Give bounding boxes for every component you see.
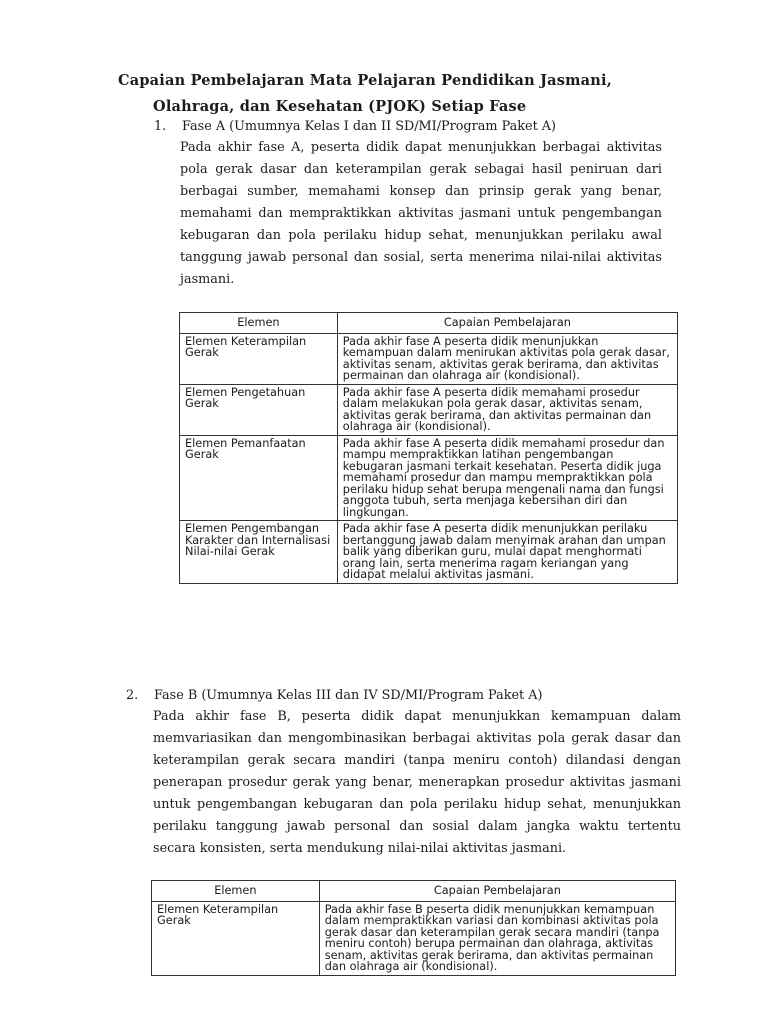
cell-capaian: Pada akhir fase A peserta didik memahami prosedur dan mampu mempraktikkan latihan pengembangan kebugaran jasmani terkait kesehatan. Peserta didik juga memahami prosedur dan mampu mempraktikkan pola perilaku hidup sehat berupa mengenali nama dan fungsi anggota tubuh, serta menjaga kebersihan diri dan lingkungan.	[337, 435, 677, 521]
phase-b-table	[151, 880, 676, 976]
phase-a-table	[179, 312, 678, 584]
phase-b-number: 2.	[126, 688, 139, 703]
title-line-2: Olahraga, dan Kesehatan (PJOK) Setiap Fase	[153, 98, 527, 115]
header-elemen: Elemen	[180, 313, 338, 334]
phase-b-heading	[126, 686, 694, 706]
phase-a-number: 1.	[154, 119, 167, 134]
cell-capaian: Pada akhir fase A peserta didik memahami prosedur dalam melakukan pola gerak dasar, aktivitas senam, aktivitas gerak berirama, dan aktivitas permainan dan olahraga air (kondisional).	[337, 384, 677, 435]
phase-b-paragraph: Pada akhir fase B, peserta didik dapat menunjukkan kemampuan dalam memvariasikan dan mengombinasikan berbagai aktivitas pola gerak dasar dan keterampilan gerak secara mandiri (tanpa meniru contoh) dilandasi dengan penerapan prosedur gerak yang benar, menerapkan prosedur aktivitas jasmani untuk pengembangan kebugaran dan pola perilaku hidup sehat, menunjukkan perilaku tanggung jawab personal dan sosial dalam jangka waktu tertentu secara konsisten, serta mendukung nilai-nilai aktivitas jasmani.	[153, 709, 681, 856]
table-row	[152, 901, 676, 975]
phase-a-heading-text: Fase A (Umumnya Kelas I dan II SD/MI/Program Paket A)	[182, 119, 557, 134]
phase-b-heading-text: Fase B (Umumnya Kelas III dan IV SD/MI/Program Paket A)	[154, 688, 543, 703]
phase-a-paragraph: Pada akhir fase A, peserta didik dapat menunjukkan berbagai aktivitas pola gerak dasar dan keterampilan gerak sebagai hasil peniruan dari berbagai sumber, memahami konsep dan prinsip gerak yang benar, memahami dan mempraktikkan aktivitas jasmani untuk pengembangan kebugaran dan pola perilaku hidup sehat, menunjukkan perilaku awal tanggung jawab personal dan sosial, serta menerima nilai-nilai aktivitas jasmani.	[180, 140, 662, 287]
header-capaian: Capaian Pembelajaran	[319, 881, 675, 902]
table-row	[180, 333, 678, 384]
cell-capaian: Pada akhir fase A peserta didik menunjukkan perilaku bertanggung jawab dalam menyimak arahan dan umpan balik yang diberikan guru, mulai dapat menghormati orang lain, serta menerima ragam keriangan yang didapat melalui aktivitas jasmani.	[337, 521, 677, 584]
cell-elemen: Elemen Pengembangan Karakter dan Internalisasi Nilai-nilai Gerak	[180, 521, 338, 584]
cell-elemen: Elemen Keterampilan Gerak	[152, 901, 320, 975]
table-header-row	[180, 313, 678, 334]
cell-elemen: Elemen Keterampilan Gerak	[180, 333, 338, 384]
table-row	[180, 384, 678, 435]
cell-capaian: Pada akhir fase B peserta didik menunjukkan kemampuan dalam mempraktikkan variasi dan kombinasi aktivitas pola gerak dasar dan keterampilan gerak secara mandiri (tanpa meniru contoh) berupa permainan dan olahraga, aktivitas senam, aktivitas gerak berirama, dan aktivitas permainan dan olahraga air (kondisional).	[319, 901, 675, 975]
document-title	[118, 68, 678, 120]
header-capaian: Capaian Pembelajaran	[337, 313, 677, 334]
cell-capaian: Pada akhir fase A peserta didik menunjukkan kemampuan dalam menirukan aktivitas pola gerak dasar, aktivitas senam, aktivitas gerak berirama, dan aktivitas permainan dan olahraga air (kondisional).	[337, 333, 677, 384]
phase-a-heading	[154, 117, 702, 137]
table-row	[180, 521, 678, 584]
cell-elemen: Elemen Pemanfaatan Gerak	[180, 435, 338, 521]
title-line-1: Capaian Pembelajaran Mata Pelajaran Pendidikan Jasmani,	[118, 72, 612, 89]
table-row	[180, 435, 678, 521]
cell-elemen: Elemen Pengetahuan Gerak	[180, 384, 338, 435]
header-elemen: Elemen	[152, 881, 320, 902]
table-header-row	[152, 881, 676, 902]
